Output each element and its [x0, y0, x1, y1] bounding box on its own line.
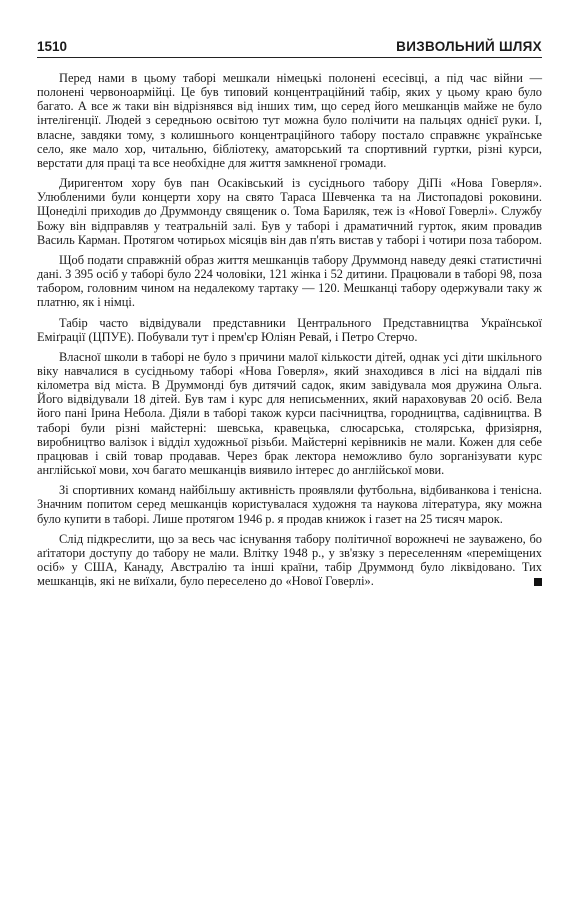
- article-body: [37, 71, 542, 594]
- paragraph: Табір часто відвідували представники Центрального Представництва Української Еміґрації (ЦПУЕ). Побували тут і прем'єр Юліян Ревай, і Петро Стерчо.: [37, 315, 542, 344]
- paragraph: Диригентом хору був пан Осаківський із сусіднього табору ДіПі «Нова Говерля». Улюбленими були концерти хору на свято Тараса Шевченка та на Листопадові роковини. Щонеділі приходив до Друммонду священик о. Тома Бариляк, теж із «Нової Говерлі». Службу Божу він відправляв у театральній залі. Був у таборі і драматичний гурток, яким провадив Василь Карман. Протягом чотирьох місяців він дав п'ять вистав у таборі і чотири поза табором.: [37, 176, 542, 247]
- paragraph: Перед нами в цьому таборі мешкали німецькі полонені есесівці, а під час війни — полонені червоноармійці. Це був типовий концентраційний табір, яких у цьому краю було багато. А все ж таки він відрізнявся від інших тим, що серед його мешканців майже не було інтелігенції. Людей з середньою освітою тут можна було полічити на пальцях однієї руки. І, власне, завдяки тому, з колишнього концентраційного табору постало справжнє українське село, яке мало хор, читальню, бібліотеку, аматорський та спортивний гуртки, різні курси, верстати для праці та все необхідне для життя замкненої громади.: [37, 71, 542, 170]
- running-header: [37, 39, 542, 58]
- page-number: 1510: [37, 39, 68, 54]
- running-title: ВИЗВОЛЬНИЙ ШЛЯХ: [396, 39, 542, 54]
- paragraph: Щоб подати справжній образ життя мешканців табору Друммонд наведу деякі статистичні дані. З 395 осіб у таборі було 224 чоловіки, 121 жінка і 52 дитини. Працювали в таборі 98, поза табором, головним чином на недалекому тартаку — 120. Мешканці табору одержували таку ж платню, як і німці.: [37, 252, 542, 310]
- paragraph: Зі спортивних команд найбільшу активність проявляли футбольна, відбиванкова і тенісна. Значним попитом серед мешканців користувалася художня та наукова література, яку можна було купити в таборі. Лише протягом 1946 р. я продав книжок і газет на 25 тисяч марок.: [37, 483, 542, 526]
- last-paragraph: [37, 532, 542, 589]
- end-of-article-mark: [534, 578, 542, 586]
- paragraph-text: Слід підкреслити, що за весь час існування табору політичної ворожнечі не зауважено, бо аґітатори доступу до табору не мали. Влітку 1948 р., у зв'язку з переселенням «переміщених осіб» у США, Канаду, Австралію та інші країни, табір Друммонд було ліквідовано. Тих мешканців, які не виїхали, було переселено до «Нової Говерлі».: [37, 531, 542, 589]
- paragraph: Власної школи в таборі не було з причини малої кількости дітей, однак усі діти шкільного віку навчалися в сусідньому таборі «Нова Говерля», який знаходився в лісі на віддалі пів кілометра від міста. В Друммонді був дитячий садок, яким завідувала моя дружина Ольга. Його відвідували 18 дітей. Був там і курс для неписьменних, який нараховував 20 осіб. Вела його пані Ірина Небола. Діяли в таборі також курси пасічництва, городництва, садівництва. В таборі були різні майстерні: шевська, кравецька, слюсарська, столярська, фризіярня, виробництво валізок і відділ художньої різьби. Майстерні керівників не мали. Кожен для себе працював і свій товар продавав. Через брак лектора неможливо було зорганізувати курс англійської мови, хоч багато мешканців виявило інтерес до англійської мови.: [37, 349, 542, 478]
